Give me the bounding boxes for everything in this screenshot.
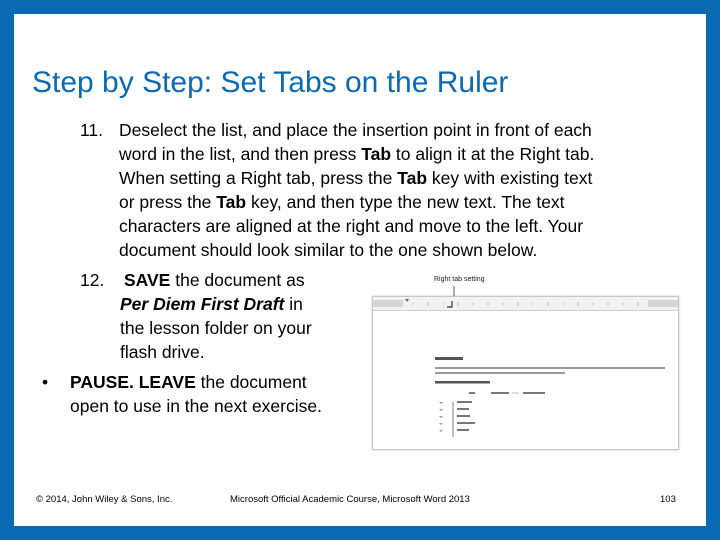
step-11-line-6: document should look similar to the one shown below. <box>119 240 538 260</box>
screenshot-caption: Right tab setting <box>434 276 485 283</box>
step-11-line-4-a: or press the <box>119 192 217 212</box>
footer-copyright: © 2014, John Wiley & Sons, Inc. <box>36 494 173 505</box>
bullet-glyph: • <box>42 372 49 392</box>
step-11-line-3-a: When setting a Right tab, press the <box>119 168 398 188</box>
step-11-line-3 <box>119 166 592 190</box>
pause-leave-text: PAUSE. LEAVE <box>70 372 196 392</box>
tab-key-text: Tab <box>361 144 392 164</box>
step-11-line-2-a: word in the list, and then press <box>119 144 362 164</box>
step-12-line-2-rest: in <box>284 294 303 314</box>
step-12-line-1 <box>124 268 305 292</box>
bullet-line-2: open to use in the next exercise. <box>70 396 322 416</box>
step-12-line-2 <box>120 292 303 316</box>
document-content-icon <box>373 297 678 449</box>
step-11-line-4-c: key, and then type the new text. The text <box>246 192 565 212</box>
step-11-line-5: characters are aligned at the right and move to the left. Your <box>119 216 584 236</box>
tab-key-text: Tab <box>216 192 247 212</box>
step-11-line-2 <box>119 142 594 166</box>
step-12-line-1-rest: the document as <box>170 270 305 290</box>
document-filename: Per Diem First Draft <box>120 294 285 314</box>
step-11-line-3-c: key with existing text <box>427 168 593 188</box>
slide-title: Step by Step: Set Tabs on the Ruler <box>32 66 509 99</box>
bullet-line-1 <box>70 370 307 394</box>
page-number: 103 <box>660 494 676 505</box>
step-11-line-4 <box>119 190 565 214</box>
document-screenshot <box>372 296 679 450</box>
footer-course: Microsoft Official Academic Course, Microsoft Word 2013 <box>230 494 470 505</box>
save-text: SAVE <box>124 270 171 290</box>
step-11-line-2-c: to align it at the Right tab. <box>391 144 595 164</box>
step-12-line-3: the lesson folder on your <box>120 318 312 338</box>
step-11-line-1: Deselect the list, and place the insertion point in front of each <box>119 120 592 140</box>
bullet-line-1-rest: the document <box>195 372 307 392</box>
tab-key-text: Tab <box>397 168 428 188</box>
step-12-line-4: flash drive. <box>120 342 205 362</box>
step-11-number: 11. <box>80 120 104 140</box>
step-12-number: 12. <box>80 270 105 290</box>
slide <box>14 14 706 526</box>
